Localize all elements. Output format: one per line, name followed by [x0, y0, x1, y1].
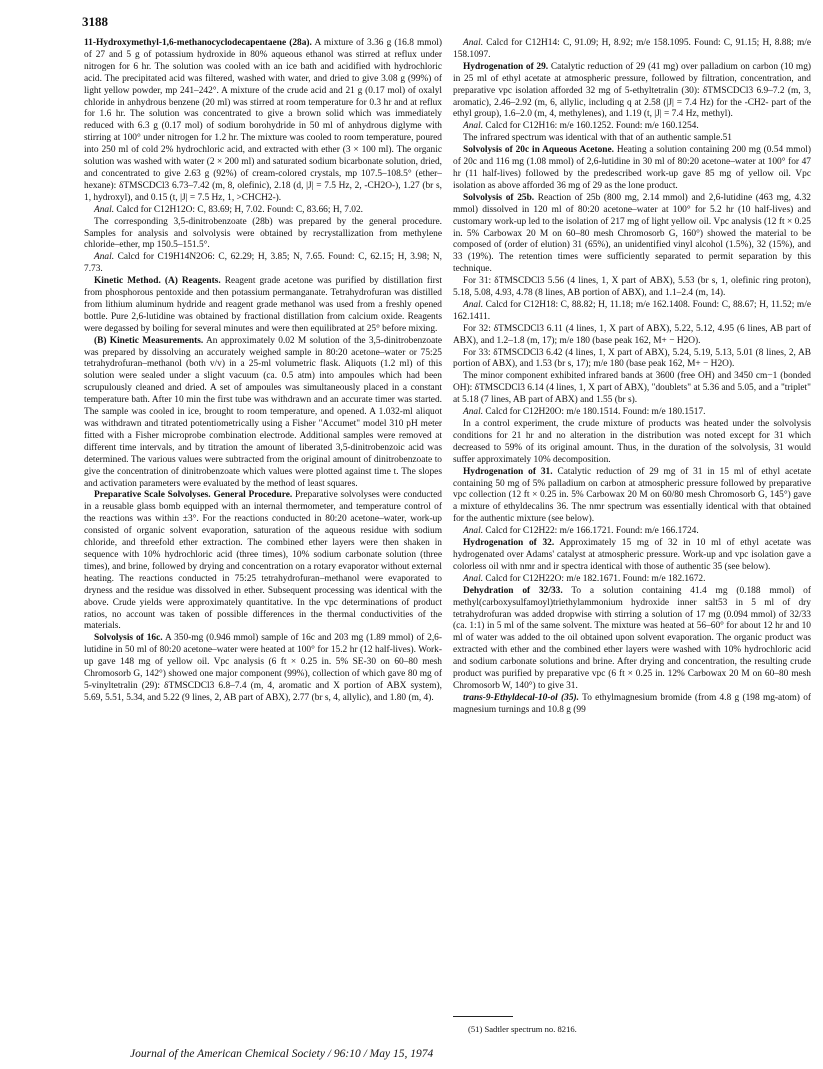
paragraph: Solvolysis of 25b. Reaction of 25b (800 mg, 2.14 mmol) and 2,6-lutidine (463 mg, 4.32 mmol) dissolved in 120 ml of 80:20 acetone–water at 100° for 5.2 hr (10 half-lives) and customary work-up led to the isolation of 217 mg of light yellow oil. Vpc analysis (12 ft × 0.25 in. 5% Carbowax 20 M on 60–80 mesh Chromosorb G, 160°) showed the material to be composed of (order of elution) 31 (65%), an unidentified vinyl alcohol (1.5%), 32 (15%), and 33 (19%). The retention times were sufficiently separated to permit separation by this technique. [453, 192, 811, 275]
paragraph: Anal. Calcd for C12H16: m/e 160.1252. Found: m/e 160.1254. [463, 121, 699, 132]
paragraph: Anal. Calcd for C12H18: C, 88.82; H, 11.18; m/e 162.1408. Found: C, 88.67; H, 11.52; m/e 162.1411. [453, 299, 811, 322]
paragraph: The corresponding 3,5-dinitrobenzoate (28b) was prepared by the general procedure. Samples for analysis and solvolysis were obtained by recrystallization from methylene chloride–ether, mp 150.5–151.5°. [84, 216, 442, 251]
right-column [453, 38, 811, 717]
paragraph: Kinetic Method. (A) Reagents. Reagent grade acetone was purified by distillation first from phosphorous pentoxide and then potassium permanganate. Tetrahydrofuran was distilled from lithium aluminum hydride and reagent grade methanol was used from a freshly opened bottle. Pure 2,6-lutidine was obtained by fractional distillation from calcium oxide. Reagents were degassed by boiling for several minutes and were then equilibrated at 25° before mixing. [84, 276, 443, 334]
paragraph: Anal. Calcd for C12H22O: m/e 182.1671. Found: m/e 182.1672. [463, 573, 706, 584]
paragraph: trans-9-Ethyldecal-10-ol (35). To ethylmagnesium bromide (from 4.8 g (198 mg-atom) of magnesium turnings and 10.8 g (99 [453, 692, 812, 715]
journal-footer: Journal of the American Chemical Society / 96:10 / May 15, 1974 [130, 1048, 434, 1060]
paragraph: Anal. Calcd for C12H14: C, 91.09; H, 8.92; m/e 158.1095. Found: C, 91.15; H, 8.88; m/e 158.1097. [453, 38, 811, 60]
paragraph: Solvolysis of 20c in Aqueous Acetone. Heating a solution containing 200 mg (0.54 mmol) of 20c and 116 mg (1.08 mmol) of 2,6-lutidine in 30 ml of 80:20 acetone–water at 100° for 47 hr (11 half-lives) followed by the predescribed work-up gave 85 mg of yellow oil. Vpc isolation as above afforded 36 mg of 29 as the lone product. [453, 145, 812, 191]
paragraph: Anal. Calcd for C12H22: m/e 166.1721. Found: m/e 166.1724. [463, 526, 699, 537]
paragraph: 11-Hydroxymethyl-1,6-methanocyclodecapentaene (28a). A mixture of 3.36 g (16.8 mmol) of 27 and 5 g of potassium hydroxide in 80% aqueous ethanol was stirred at reflux under nitrogen for 6 hr. The solution was cooled with an ice bath and acidified with hydrochloric acid. The precipitated acid was filtered, washed with water, and dried to give 3.08 g (99%) of light yellow powder, mp 241–242°. A mixture of the crude acid and 21 g (0.17 mol) of oxalyl chloride in anhydrous benzene (20 ml) was stirred at room temperature for 0.3 hr and at reflux for 1.6 hr. The solution was concentrated to give a brown solid which was immediately reduced with 6.3 g (0.17 mol) of sodium borohydride in 50 ml of anhydrous diglyme with stirring at 100° under nitrogen for 1.2 hr. The mixture was cooled to room temperature, poured into 250 ml of cold 2% hydrochloric acid, and extracted with ether (3 × 100 ml). The organic solution was washed with water (2 × 200 ml) and saturated sodium bicarbonate solution, dried, and concentrated to give 2.63 g (92%) of cream-colored crystals, mp 107.5–108.5° (ether–hexane): δTMSCDCl3 6.73–7.42 (m, 8, olefinic), 2.18 (d, |J| = 7.5 Hz, 2, -CH2O-), 1.27 (br s, 1, hydroxyl), and 0.15 (t, |J| = 7.5 Hz, 1, >CHCH2-). [84, 38, 442, 203]
paragraph: For 31: δTMSCDCl3 5.56 (4 lines, 1, X part of ABX), 5.53 (br s, 1, olefinic ring proton), 5.18, 5.08, 4.93, 4.78 (8 lines, AB portion of ABX), and 1.1–2.4 (m, 14). [453, 276, 811, 299]
paragraph: In a control experiment, the crude mixture of products was heated under the solvolysis conditions for 21 hr and no alteration in the distribution was noted except for 31 which decreased to 59% of its original amount. Thus, in the duration of the solvolysis, 31 would suffer approximately 10% decomposition. [453, 419, 811, 465]
paragraph: The minor component exhibited infrared bands at 3600 (free OH) and 3450 cm−1 (bonded OH): δTMSCDCl3 6.14 (4 lines, 1, X part of ABX), "doublets" at 5.36 and 5.05, and a "triplet" at 5.18 (7 lines, AB part of ABX) and 1.55 (br s). [453, 371, 811, 406]
paragraph: Anal. Calcd for C19H14N2O6: C, 62.29; H, 3.85; N, 7.65. Found: C, 62.15; H, 3.98; N, 7.73. [84, 252, 442, 275]
paragraph: Preparative Scale Solvolyses. General Procedure. Preparative solvolyses were conducted in a reusable glass bomb equipped with an internal thermometer, and temperature control of the reactions was within ±3°. For the reactions conducted in 80:20 acetone–water, work-up consisted of organic solvent evaporation, saturation of the aqueous residue with sodium chloride, and threefold ether extraction. The combined ether layers were then shaken in sequence with 10% hydrochloric acid (three times), 10% sodium carbonate solution (three times), and brine, followed by drying and concentration on a rotary evaporator without external heating. The reactions conducted in 75:25 tetrahydrofuran–methanol were evaporated to dryness and the residue was dissolved in ether. Subsequent processing was identical with the above. Crude yields were approximately quantitative. In the vpc determinations of product ratios, no account was taken of possible differences in the thermal conductivities of the materials. [84, 490, 442, 632]
paragraph: The infrared spectrum was identical with that of an authentic sample.51 [463, 133, 732, 144]
paragraph: Solvolysis of 16c. A 350-mg (0.946 mmol) sample of 16c and 203 mg (1.89 mmol) of 2,6-lutidine in 50 ml of 80:20 acetone–water were heated at 100° for 15.2 hr (12 half-lives). Work-up gave 148 mg of yellow oil. Vpc analysis (6 ft × 0.25 in. 5% SE-30 on 60–80 mesh Chromosorb G, 142°) showed one major component (99%), collection of which gave 80 mg of 5-vinyltetralin (29): δTMSCDCl3 6.8–7.4 (m, 4, aromatic and X portion of ABX system), 5.69, 5.51, 5.34, and 5.22 (9 lines, 2, AB part of ABX), 2.77 (br s, 4, allylic), and 1.80 (m, 4). [84, 633, 442, 703]
paragraph: Hydrogenation of 31. Catalytic reduction of 29 mg of 31 in 15 ml of ethyl acetate containing 50 mg of 5% palladium on carbon at atmospheric pressure followed by preparative vpc collection (12 ft × 0.25 in. 5% Carbowax 20 M on 60/80 mesh Chromosorb G, 145°) gave a mixture of ethyldecalins 36. The nmr spectrum was essentially identical with that obtained for the authentic mixture (see below). [453, 466, 811, 525]
paragraph: Hydrogenation of 29. Catalytic reduction of 29 (41 mg) over palladium on carbon (10 mg) in 25 ml of ethyl acetate at atmospheric pressure, followed by filtration, concentration, and preparative vpc isolation afforded 32 mg of 5-ethyltetralin (30): δTMSCDCl3 6.9–7.2 (m, 3, aromatic), 2.46–2.92 (m, 6, allylic, including q at 2.58 (|J| = 7.4 Hz) for the -CH2- part of the ethyl group), 1.6–2.0 (m, 4, methylenes), and 1.19 (t, |J| = 7.4 Hz, methyl). [453, 61, 811, 120]
paragraph: (B) Kinetic Measurements. An approximately 0.02 M solution of the 3,5-dinitrobenzoate was prepared by dissolving an accurately weighed sample in 80:20 acetone–water or 75:25 tetrahydrofuran–methanol (both v/v) in a 25-ml volumetric flask. Aliquots (1.2 ml) of this solution were sealed under a slight vacuum (ca. 0.5 atm) into ampoules which had been scrupulously cleaned and dried. A set of ampoules was simultaneously placed in a constant temperature bath. After 10 min the first tube was withdrawn and an accurate timer was started. The sample was cooled in ice, brought to room temperature, and opened. A 1.032-ml aliquot was withdrawn and titrated potentiometrically using a Fisher "Accumet" model 310 pH meter fitted with a Fisher microprobe combination electrode. Additional samples were removed at different time intervals, and by titration the amount of liberated 3,5-dinitrobenzoic acid was determined. The various values were subtracted from the original amount of dinitrobenzoate to give the concentration of dinitrobenzoate which values were plotted against time t. The slopes and activation parameters were evaluated by the method of least squares. [84, 335, 442, 489]
page-number: 3188 [82, 14, 108, 29]
paragraph: Dehydration of 32/33. To a solution containing 41.4 mg (0.188 mmol) of methyl(carboxysulfamoyl)triethylammonium hydroxide inner salt53 in 5 ml of dry tetrahydrofuran was added dropwise with stirring a solution of 17 mg (0.094 mmol) of 32/33 (ca. 1:1) in 5 ml of the same solvent. The mixture was heated at 56–60° for about 12 hr and 10 ml of water was added to the oil obtained upon solvent evaporation. The organic product was extracted with ether and the combined ether layers were washed with 10% hydrochloric acid and sodium carbonate solutions and brine. After drying and concentration, the resulting crude product was purified by preparative vpc (6 ft × 0.25 in. 12% Carbowax 20 M on 60–80 mesh Chromosorb W, 140°) to give 31. [453, 585, 811, 691]
footnote-rule [453, 1016, 513, 1017]
paragraph: Anal. Calcd for C12H20O: m/e 180.1514. Found: m/e 180.1517. [463, 407, 706, 418]
footnote: (51) Sadtler spectrum no. 8216. [468, 1024, 577, 1034]
paragraph: Hydrogenation of 32. Approximately 15 mg of 32 in 10 ml of ethyl acetate was hydrogenated over Adams' catalyst at atmospheric pressure. Work-up and vpc isolation gave a colorless oil with nmr and ir spectra identical with those of authentic 35 (see below). [453, 538, 811, 572]
paragraph: For 33: δTMSCDCl3 6.42 (4 lines, 1, X part of ABX), 5.24, 5.19, 5.13, 5.01 (8 lines, 2, AB portion of ABX), and 1.53 (br s, 17); m/e 180 (base peak 162, M+ − H2O). [453, 347, 811, 370]
paragraph: Anal. Calcd for C12H12O: C, 83.69; H, 7.02. Found: C, 83.66; H, 7.02. [94, 204, 364, 215]
left-column [84, 38, 442, 705]
paragraph: For 32: δTMSCDCl3 6.11 (4 lines, 1, X part of ABX), 5.22, 5.12, 4.95 (6 lines, AB part of ABX), and 1.2–1.8 (m, 17); m/e 180 (base peak 162, M+ − H2O). [453, 323, 811, 346]
